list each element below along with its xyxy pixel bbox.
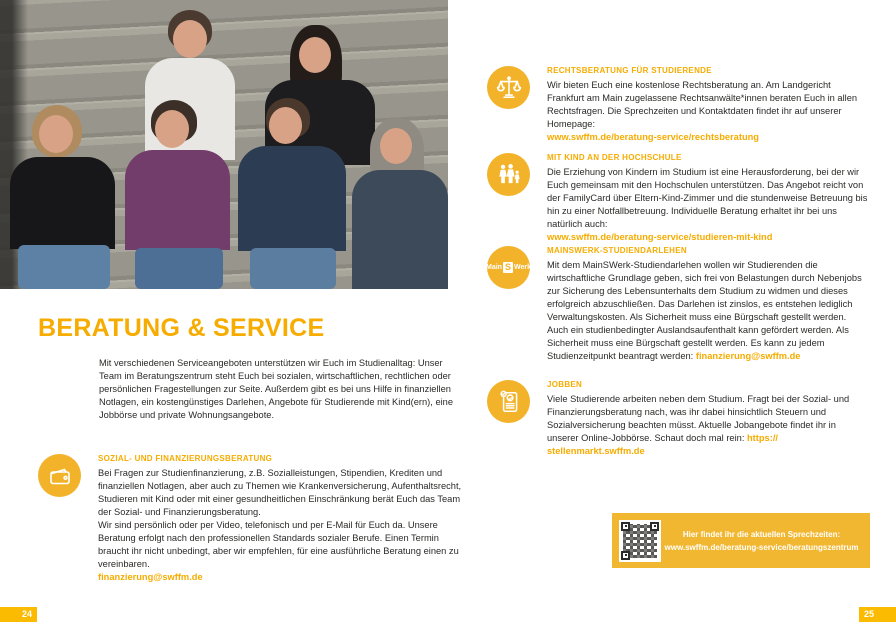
section-mainswerk-darlehen xyxy=(487,246,869,363)
section-rechtsberatung xyxy=(487,66,869,144)
sprechzeiten-info-box xyxy=(612,513,870,568)
section-heading: MIT KIND AN DER HOCHSCHULE xyxy=(547,153,682,162)
section-body: Bei Fragen zur Studienfinanzierung, z.B. Sozialleistungen, Stipendien, Krediten und finanziellen Notlagen, aber auch zu Themen wie Krankenversicherung, Aufenthaltsrecht, Studieren mit Kind oder mit einer gesundheitlichen Einschränkung berät Euch das Team der Sozial- und Finanzierungsberatung. xyxy=(98,468,462,517)
photo-person xyxy=(125,100,230,289)
section-sozial-finanzierungsberatung xyxy=(38,454,462,584)
section-body: Die Erziehung von Kindern im Studium ist eine Herausforderung, bei der wir Euch gemeinsam mit den Hochschulen unterstützen. Das Angebot reicht von der FamilyCard über Eltern-Kind-Zimmer und die stundenweise Betreuung bis hin zu einer Notfallbetreuung. Individuelle Beratung erhaltet ihr bei uns natürlich auch: xyxy=(547,167,868,229)
intro-paragraph: Mit verschiedenen Serviceangeboten unterstützen wir Euch im Studienalltag: Unser Team im Beratungszentrum steht Euch bei sozialen, wirtschaftlichen, rechtlichen oder persönlichen Fragestellungen zur Seite. Außerdem gibt es bei uns Hilfe in finanziellen Notlagen, ein kostengünstiges Darlehen, Angebote für Studierende mit Kind(ern), eine Jobbörse und private Wohnungsangebote. xyxy=(99,358,454,420)
photo-person xyxy=(10,105,115,289)
section-mit-kind xyxy=(487,153,869,244)
section-jobben xyxy=(487,380,869,458)
page-number-right: 25 xyxy=(859,607,896,622)
rechtsberatung-link[interactable]: www.swffm.de/beratung-service/rechtsberatung xyxy=(547,132,759,142)
scales-icon xyxy=(487,66,530,109)
section-body: Wir sind persönlich oder per Video, telefonisch und per E-Mail für Euch da. Unsere Beratung erfolgt nach den professionellen Standards sozialer Berufe. Einen Termin braucht ihr nicht unbedingt, aber wir empfehlen, für eine ausführliche Beratung einen zu vereinbaren. xyxy=(98,520,459,569)
wallet-icon xyxy=(38,454,81,497)
stellenmarkt-link[interactable]: https:// stellenmarkt.swffm.de xyxy=(547,433,778,456)
finanzierung-email-link[interactable]: finanzierung@swffm.de xyxy=(695,351,801,361)
section-body: Viele Studierende arbeiten neben dem Studium. Fragt bei der Sozial- und Finanzierungsberatung nach, was ihr dabei hinsichtlich Steuern und Sozialversicherung beachten müsst. Aktuelle Jobangebote findet ihr in unserer Online-Jobbörse. Schaut doch mal rein: https:// stellenmarkt.swffm.de xyxy=(547,394,850,456)
section-heading: JOBBEN xyxy=(547,380,583,389)
info-box-text xyxy=(661,528,862,554)
section-heading: MAINSWERK-STUDIENDARLEHEN xyxy=(547,246,687,255)
section-body: Mit dem MainSWerk-Studiendarlehen wollen wir Studierenden die wirtschaftliche Grundlage geben, sich frei von Belastungen durch Nebenjobs zur Sicherung des Lebensunterhalts dem Studium zu widmen und dieses erfolgreich abzuschließen. Das Darlehen ist zinslos, es entstehen lediglich Verwaltungskosten. Als Sicherheit muss eine Bürgschaft gestellt werden. Auch ein studienbedingter Auslandsaufenthalt kann gefördert werden. Als Sicherheit muss eine Bürgschaft gestellt werden. Es kann zu jedem Studienzeitpunkt beantragt werden: finanzierung@swffm.de xyxy=(547,260,862,361)
mainswerk-logo-s: S xyxy=(504,262,511,272)
team-photo xyxy=(0,0,448,289)
page-number-left: 24 xyxy=(0,607,37,622)
section-body: Wir bieten Euch eine kostenlose Rechtsberatung an. Am Landgericht Frankfurt am Main zugelassene Rechtsanwälte*innen beraten Euch in allen Rechtsfragen. Die Sprechzeiten und Kontaktdaten findet ihr auf unserer Homepage: xyxy=(547,80,858,129)
mainswerk-logo-post: Werk xyxy=(513,264,531,271)
photo-person xyxy=(238,98,346,289)
family-icon xyxy=(487,153,530,196)
photo-person xyxy=(352,118,448,289)
email-link[interactable]: finanzierung@swffm.de xyxy=(98,572,203,582)
section-heading: SOZIAL- UND FINANZIERUNGSBERATUNG xyxy=(98,454,273,463)
mainswerk-logo xyxy=(487,246,530,289)
page-title: BERATUNG & SERVICE xyxy=(38,314,325,342)
info-box-line1: Hier findet ihr die aktuellen Sprechzeiten: xyxy=(682,529,841,539)
job-ad-icon xyxy=(487,380,530,423)
qr-code-icon xyxy=(619,520,661,562)
mainswerk-logo-pre: Main xyxy=(486,264,502,271)
studieren-mit-kind-link[interactable]: www.swffm.de/beratung-service/studieren-mit-kind xyxy=(547,232,773,242)
section-heading: RECHTSBERATUNG FÜR STUDIERENDE xyxy=(547,66,712,75)
beratungszentrum-link[interactable]: www.swffm.de/beratung-service/beratungszentrum xyxy=(664,542,859,552)
